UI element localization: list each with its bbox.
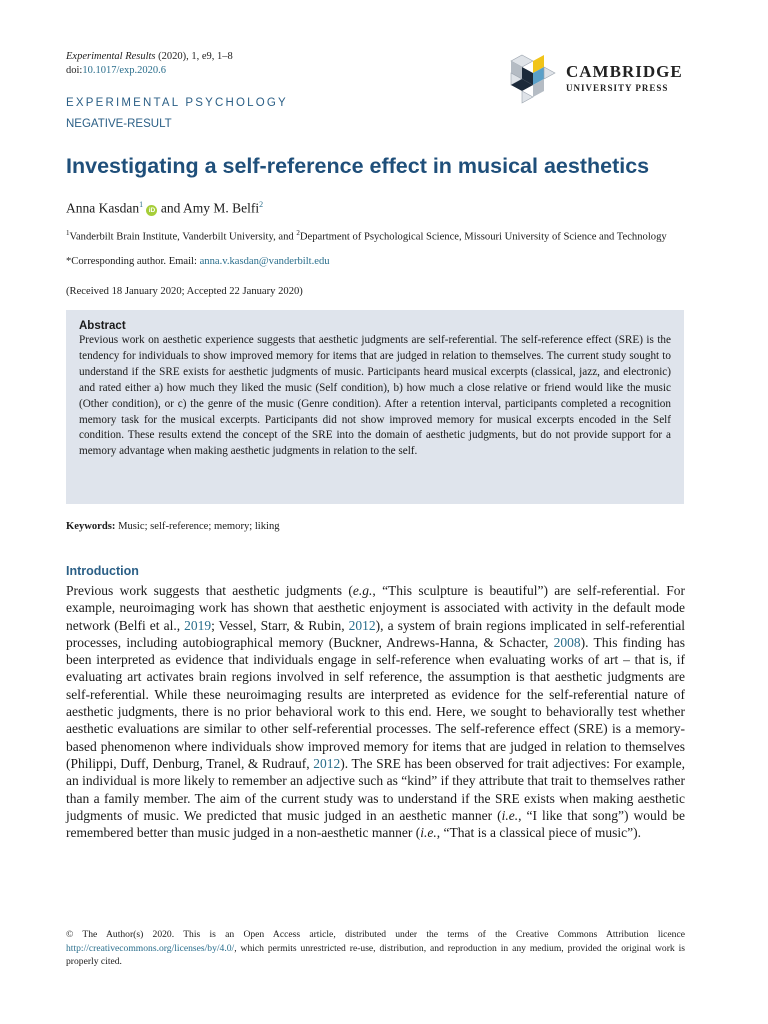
journal-name: Experimental Results [66, 51, 156, 62]
author-1-name: Anna Kasdan [66, 200, 140, 216]
intro-text-segment: ), a system of brain regions implicated in self-referential processes, including autobiographical memory (Buckner, Andrews-Hanna, & Schacter, [66, 617, 686, 650]
author-list [66, 200, 263, 217]
doi-link[interactable]: 10.1017/exp.2020.6 [82, 65, 167, 76]
keywords [66, 521, 280, 532]
affil-2-marker: 2 [296, 229, 300, 237]
citation-link-2019[interactable]: 2019 [184, 617, 212, 633]
orcid-icon[interactable]: iD [146, 205, 157, 216]
cambridge-logo [504, 52, 694, 104]
result-type-label: NEGATIVE-RESULT [66, 118, 172, 130]
license-footer [66, 928, 685, 969]
logo-line-1: CAMBRIDGE [566, 62, 683, 81]
abstract-box [66, 310, 684, 504]
license-link[interactable]: http://creativecommons.org/licenses/by/4.0/ [66, 942, 235, 954]
affil-2-text: Department of Psychological Science, Missouri University of Science and Technology [299, 231, 667, 243]
affiliations [66, 226, 691, 245]
abstract-text: Previous work on aesthetic experience suggests that aesthetic judgments are self-referential. The self-reference effect (SRE) is the tendency for individuals to show improved memory for items that are judged in relation to themselves. The current study sought to understand if the SRE exists for aesthetic judgments of music. Participants heard musical excerpts (classical, jazz, and electronic) and rated either a) how much they liked the music (Self condition), b) how much a close relative or friend would like the music (Other condition), or c) the genre of the music (Genre condition). After a retention interval, participants completed a recognition memory task for the musical excerpts. Participants did not show improved memory for musical excerpts encoded in the Self condition. These results extend the concept of the SRE into the domain of aesthetic judgments, but do not provide support for a memory advantage when making aesthetic judgments in relation to the self. [79, 334, 671, 458]
corresponding-label: *Corresponding author. Email: [66, 256, 200, 267]
citation-link-2012-philippi[interactable]: 2012 [313, 755, 341, 771]
journal-details: (2020), 1, e9, 1–8 [155, 51, 233, 62]
intro-text-segment: , “That is a classical piece of music”). [436, 825, 642, 841]
intro-italic-ie: i.e. [420, 825, 437, 841]
intro-text-segment: , “I like that song”) would be remembered better than music judged in a non-aesthetic manner ( [66, 807, 685, 841]
author-2-affil-marker[interactable]: 2 [259, 200, 264, 209]
introduction-heading: Introduction [66, 564, 139, 578]
license-text-1: © The Author(s) 2020. This is an Open Access article, distributed under the terms of the Creative Commons Attribution licence [66, 929, 685, 940]
affil-1-marker: 1 [66, 229, 70, 237]
intro-text-segment: Previous work suggests that aesthetic judgments ( [66, 583, 353, 598]
article-title: Investigating a self-reference effect in musical aesthetics [66, 154, 650, 178]
citation-link-2012-vessel[interactable]: 2012 [348, 617, 376, 633]
logo-line-2: UNIVERSITY PRESS [566, 83, 669, 93]
keywords-label: Keywords: [66, 521, 116, 532]
section-label: EXPERIMENTAL PSYCHOLOGY [66, 97, 288, 109]
citation-link-2008[interactable]: 2008 [553, 634, 581, 650]
keywords-list: Music; self-reference; memory; liking [115, 521, 280, 532]
author-2-name: and Amy M. Belfi [157, 200, 260, 216]
cambridge-cube-icon [504, 52, 560, 104]
doi-label: doi: [66, 65, 83, 76]
intro-italic-eg: e.g. [352, 583, 373, 598]
license-text-2: , which permits unrestricted re-use, distribution, and reproduction in any medium, provided the original work is properly cited. [66, 942, 685, 967]
intro-text-segment: , “This sculpture is beautiful”) are self-referential. For example, neuroimaging work has shown that aesthetic enjoyment is associated with activity in the default mode network (Belfi et al., [66, 583, 685, 633]
intro-text-segment: ). The SRE has been observed for trait adjectives: For example, an individual is more likely to remember an adjective such as “kind” if they attribute that trait to themselves rather than a family member. The aim of the current study was to understand if the SRE exists when making aesthetic judgments of music. We predicted that music judged in an aesthetic manner ( [66, 755, 685, 823]
author-1-affil-marker[interactable]: 1 [139, 200, 144, 209]
journal-reference [66, 50, 233, 78]
corresponding-author [66, 256, 330, 267]
abstract-heading: Abstract [79, 320, 126, 332]
intro-text-segment: ). This finding has been interpreted as evidence that individuals engage in self-reference when evaluating works of art – that is, if evaluating art activates brain regions involved in self reference, the assumption is that aesthetic judgments are self-referential. While these neuroimaging results are interpreted as evidence for the self-referential nature of aesthetic judgments, there is no prior behavioral work to this end. Here, we sought to behaviorally test whether aesthetic evaluations are similar to other self-referential processes. The self-reference effect (SRE) is a memory-based phenomenon where individuals show improved memory for items that are judged in relation to themselves (Philippi, Duff, Denburg, Tranel, & Rudrauf, [66, 634, 685, 771]
intro-italic-ie: i.e. [501, 807, 519, 823]
corresponding-email-link[interactable]: anna.v.kasdan@vanderbilt.edu [199, 256, 330, 267]
introduction-paragraph [66, 582, 685, 841]
intro-text-segment: ; Vessel, Starr, & Rubin, [211, 617, 349, 633]
received-dates: (Received 18 January 2020; Accepted 22 January 2020) [66, 286, 303, 297]
affil-1-text: Vanderbilt Brain Institute, Vanderbilt University, and [69, 231, 297, 243]
